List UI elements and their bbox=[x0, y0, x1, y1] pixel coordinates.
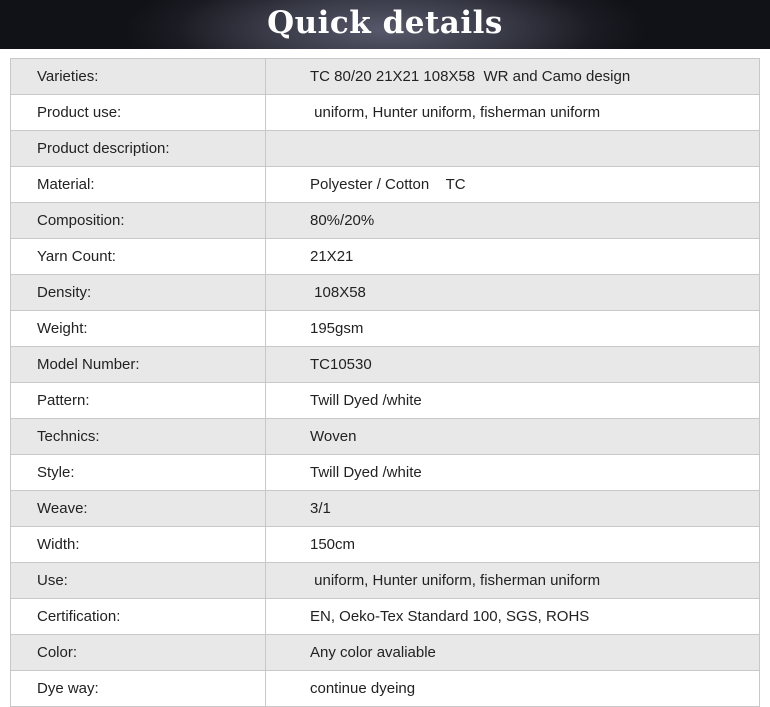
table-row bbox=[11, 167, 760, 203]
page-title: Quick details bbox=[267, 5, 503, 41]
row-value: uniform, Hunter uniform, fisherman uniform bbox=[266, 95, 760, 131]
row-value: 3/1 bbox=[266, 491, 760, 527]
row-label: Width: bbox=[11, 527, 266, 563]
row-value: 21X21 bbox=[266, 239, 760, 275]
row-label: Product description: bbox=[11, 131, 266, 167]
table-row bbox=[11, 527, 760, 563]
table-row bbox=[11, 275, 760, 311]
row-label: Product use: bbox=[11, 95, 266, 131]
row-label: Model Number: bbox=[11, 347, 266, 383]
table-row bbox=[11, 599, 760, 635]
row-label: Color: bbox=[11, 635, 266, 671]
table-row bbox=[11, 59, 760, 95]
row-value: Woven bbox=[266, 419, 760, 455]
quick-details-table bbox=[10, 58, 760, 707]
row-value: 108X58 bbox=[266, 275, 760, 311]
row-value: EN, Oeko-Tex Standard 100, SGS, ROHS bbox=[266, 599, 760, 635]
row-value bbox=[266, 131, 760, 167]
row-value: Twill Dyed /white bbox=[266, 455, 760, 491]
table-row bbox=[11, 671, 760, 707]
table-row bbox=[11, 419, 760, 455]
table-row bbox=[11, 491, 760, 527]
row-value: uniform, Hunter uniform, fisherman uniform bbox=[266, 563, 760, 599]
row-label: Dye way: bbox=[11, 671, 266, 707]
row-value: Any color avaliable bbox=[266, 635, 760, 671]
table-row bbox=[11, 455, 760, 491]
row-value: continue dyeing bbox=[266, 671, 760, 707]
row-label: Pattern: bbox=[11, 383, 266, 419]
table-row bbox=[11, 95, 760, 131]
row-label: Weight: bbox=[11, 311, 266, 347]
row-label: Weave: bbox=[11, 491, 266, 527]
row-label: Density: bbox=[11, 275, 266, 311]
row-value: 195gsm bbox=[266, 311, 760, 347]
row-label: Material: bbox=[11, 167, 266, 203]
table-row bbox=[11, 131, 760, 167]
row-label: Composition: bbox=[11, 203, 266, 239]
row-label: Varieties: bbox=[11, 59, 266, 95]
table-row bbox=[11, 311, 760, 347]
row-value: Polyester / Cotton TC bbox=[266, 167, 760, 203]
table-row bbox=[11, 383, 760, 419]
row-label: Certification: bbox=[11, 599, 266, 635]
row-value: 150cm bbox=[266, 527, 760, 563]
row-label: Use: bbox=[11, 563, 266, 599]
header-banner bbox=[0, 0, 770, 49]
row-label: Yarn Count: bbox=[11, 239, 266, 275]
table-row bbox=[11, 239, 760, 275]
row-label: Technics: bbox=[11, 419, 266, 455]
row-label: Style: bbox=[11, 455, 266, 491]
table-row bbox=[11, 347, 760, 383]
row-value: TC10530 bbox=[266, 347, 760, 383]
table-row bbox=[11, 203, 760, 239]
row-value: TC 80/20 21X21 108X58 WR and Camo design bbox=[266, 59, 760, 95]
row-value: Twill Dyed /white bbox=[266, 383, 760, 419]
row-value: 80%/20% bbox=[266, 203, 760, 239]
table-row bbox=[11, 563, 760, 599]
table-row bbox=[11, 635, 760, 671]
